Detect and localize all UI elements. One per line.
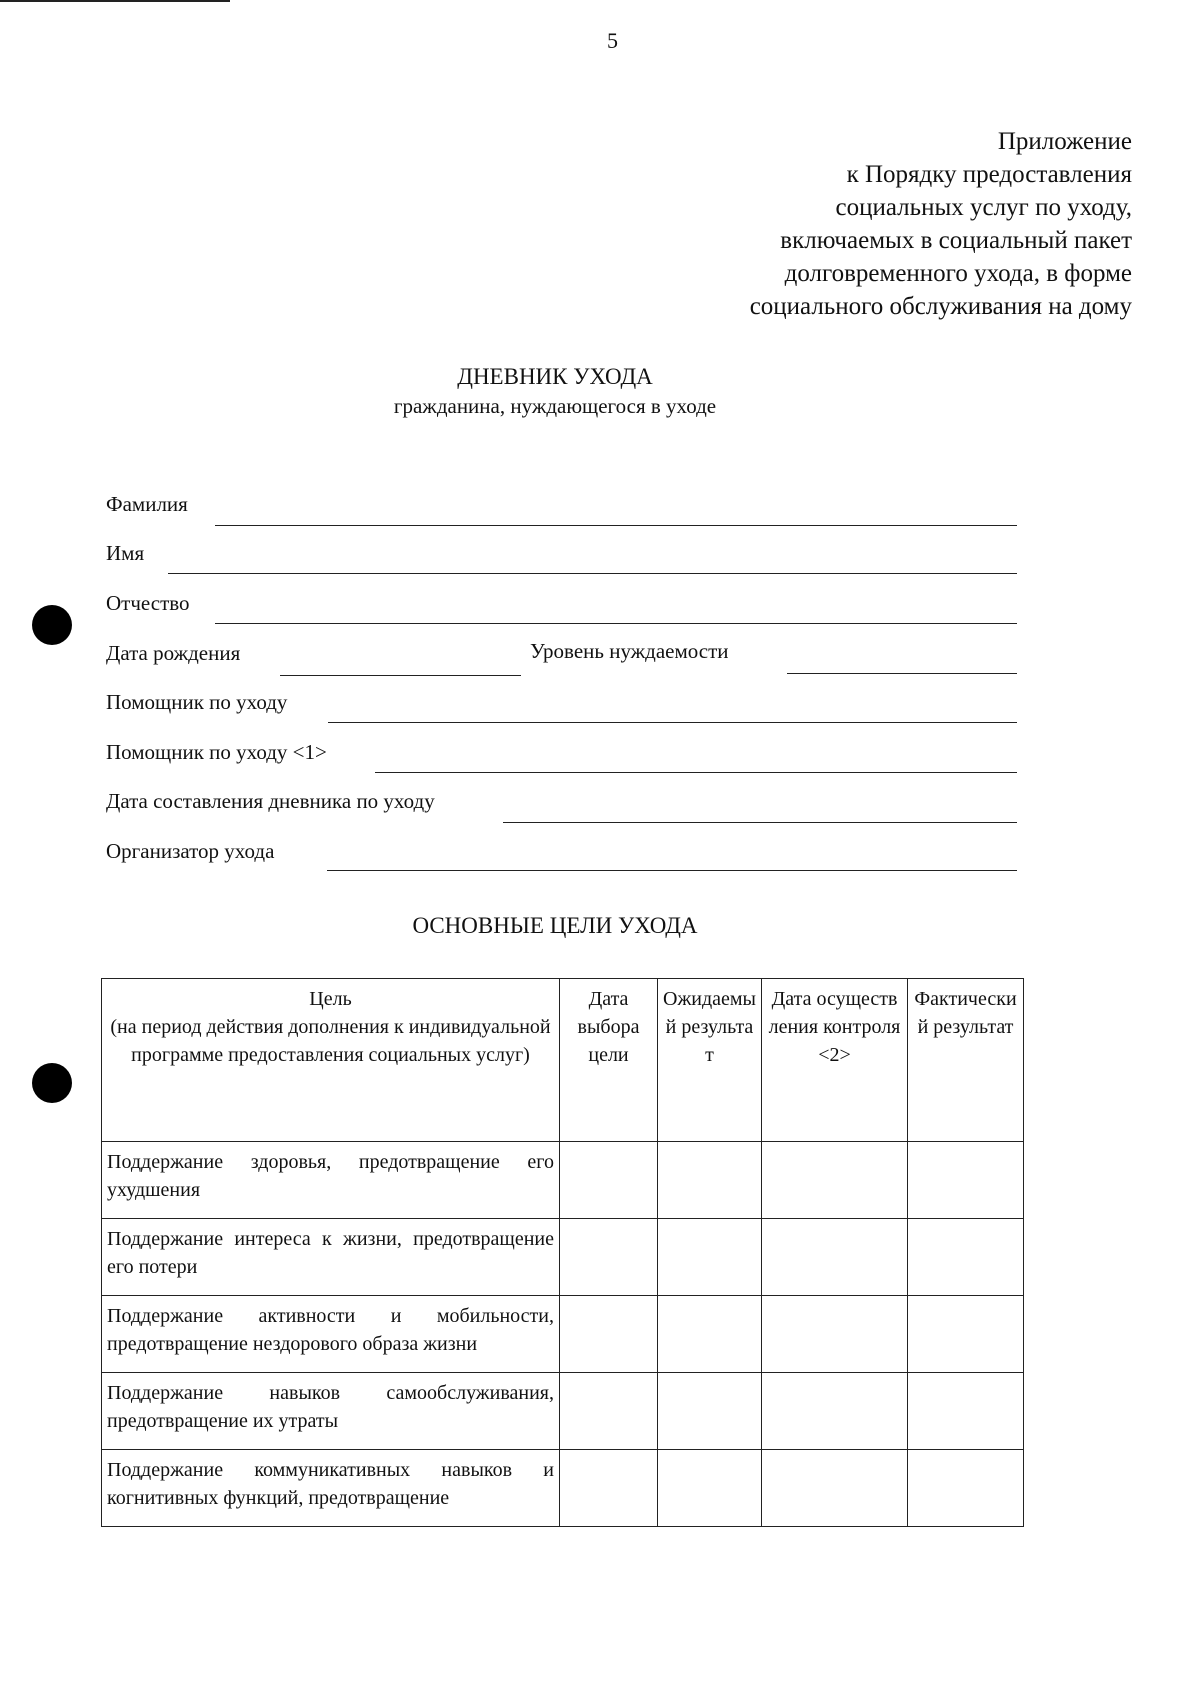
scan-edge-line	[0, 0, 230, 2]
diary-date-field[interactable]	[503, 822, 1017, 823]
diary-date-label: Дата составления дневника по уходу	[106, 789, 435, 813]
diary-subtitle: гражданина, нуждающегося в уходе	[393, 394, 717, 418]
punch-hole-icon	[32, 1063, 72, 1103]
expected-result-cell[interactable]	[658, 1373, 762, 1450]
control-date-header: Дата осуществления контроля <2>	[762, 979, 908, 1142]
care-assistant-2-label: Помощник по уходу <1>	[106, 740, 327, 764]
actual-result-cell[interactable]	[908, 1142, 1024, 1219]
control-date-cell[interactable]	[762, 1219, 908, 1296]
actual-result-header: Фактический результат	[908, 979, 1024, 1142]
surname-label: Фамилия	[106, 492, 188, 516]
selection-date-cell[interactable]	[560, 1142, 658, 1219]
goal-header	[102, 979, 560, 1142]
appendix-line: Приложение	[997, 128, 1132, 155]
control-date-cell[interactable]	[762, 1142, 908, 1219]
appendix-header	[750, 125, 1132, 323]
actual-result-cell[interactable]	[908, 1450, 1024, 1527]
table-row	[102, 1450, 1024, 1527]
care-assistant-label: Помощник по уходу	[106, 690, 288, 714]
goal-cell: Поддержание коммуникативных навыков и когнитивных функций, предотвращение	[102, 1450, 560, 1527]
expected-result-cell[interactable]	[658, 1142, 762, 1219]
goal-cell: Поддержание интереса к жизни, предотвращение его потери	[102, 1219, 560, 1296]
patronymic-label: Отчество	[106, 591, 190, 615]
table-row	[102, 1142, 1024, 1219]
care-organizer-field[interactable]	[327, 870, 1017, 871]
goal-cell: Поддержание навыков самообслуживания, предотвращение их утраты	[102, 1373, 560, 1450]
need-level-field[interactable]	[787, 673, 1017, 674]
selection-date-cell[interactable]	[560, 1219, 658, 1296]
appendix-line: долговременного ухода, в форме	[784, 260, 1132, 287]
actual-result-cell[interactable]	[908, 1296, 1024, 1373]
expected-result-cell[interactable]	[658, 1219, 762, 1296]
care-organizer-label: Организатор ухода	[106, 839, 275, 863]
control-date-cell[interactable]	[762, 1373, 908, 1450]
need-level-label: Уровень нуждаемости	[530, 639, 729, 663]
expected-result-header: Ожидаемый результат	[658, 979, 762, 1142]
care-assistant-field[interactable]	[328, 722, 1017, 723]
birth-date-label: Дата рождения	[106, 641, 241, 665]
table-row	[102, 1373, 1024, 1450]
table-header-row	[102, 979, 1024, 1142]
table-row	[102, 1296, 1024, 1373]
actual-result-cell[interactable]	[908, 1219, 1024, 1296]
name-label: Имя	[106, 541, 145, 565]
actual-result-cell[interactable]	[908, 1373, 1024, 1450]
patronymic-field[interactable]	[215, 623, 1017, 624]
appendix-line: социальных услуг по уходу,	[835, 194, 1132, 221]
selection-date-cell[interactable]	[560, 1373, 658, 1450]
control-date-cell[interactable]	[762, 1296, 908, 1373]
appendix-line: социального обслуживания на дому	[749, 293, 1132, 320]
appendix-line: к Порядку предоставления	[846, 161, 1132, 188]
name-field[interactable]	[168, 573, 1017, 574]
selection-date-cell[interactable]	[560, 1296, 658, 1373]
punch-hole-icon	[32, 605, 72, 645]
page-number: 5	[607, 28, 618, 53]
goal-header-note: (на период действия дополнения к индивидуальной программе предоставления социальных услуг)	[110, 1016, 551, 1066]
expected-result-cell[interactable]	[658, 1450, 762, 1527]
control-date-cell[interactable]	[762, 1450, 908, 1527]
birth-date-field[interactable]	[280, 675, 521, 676]
appendix-line: включаемых в социальный пакет	[780, 227, 1132, 254]
care-assistant-2-field[interactable]	[375, 772, 1017, 773]
surname-field[interactable]	[215, 525, 1017, 526]
goal-header-title: Цель	[309, 988, 352, 1010]
table-row	[102, 1219, 1024, 1296]
expected-result-cell[interactable]	[658, 1296, 762, 1373]
goal-cell: Поддержание активности и мобильности, предотвращение нездорового образа жизни	[102, 1296, 560, 1373]
goals-table	[101, 978, 1024, 1527]
diary-title: ДНЕВНИК УХОДА	[457, 364, 653, 389]
selection-date-cell[interactable]	[560, 1450, 658, 1527]
goal-cell: Поддержание здоровья, предотвращение его ухудшения	[102, 1142, 560, 1219]
selection-date-header: Дата выбора цели	[560, 979, 658, 1142]
goals-title: ОСНОВНЫЕ ЦЕЛИ УХОДА	[412, 913, 698, 938]
